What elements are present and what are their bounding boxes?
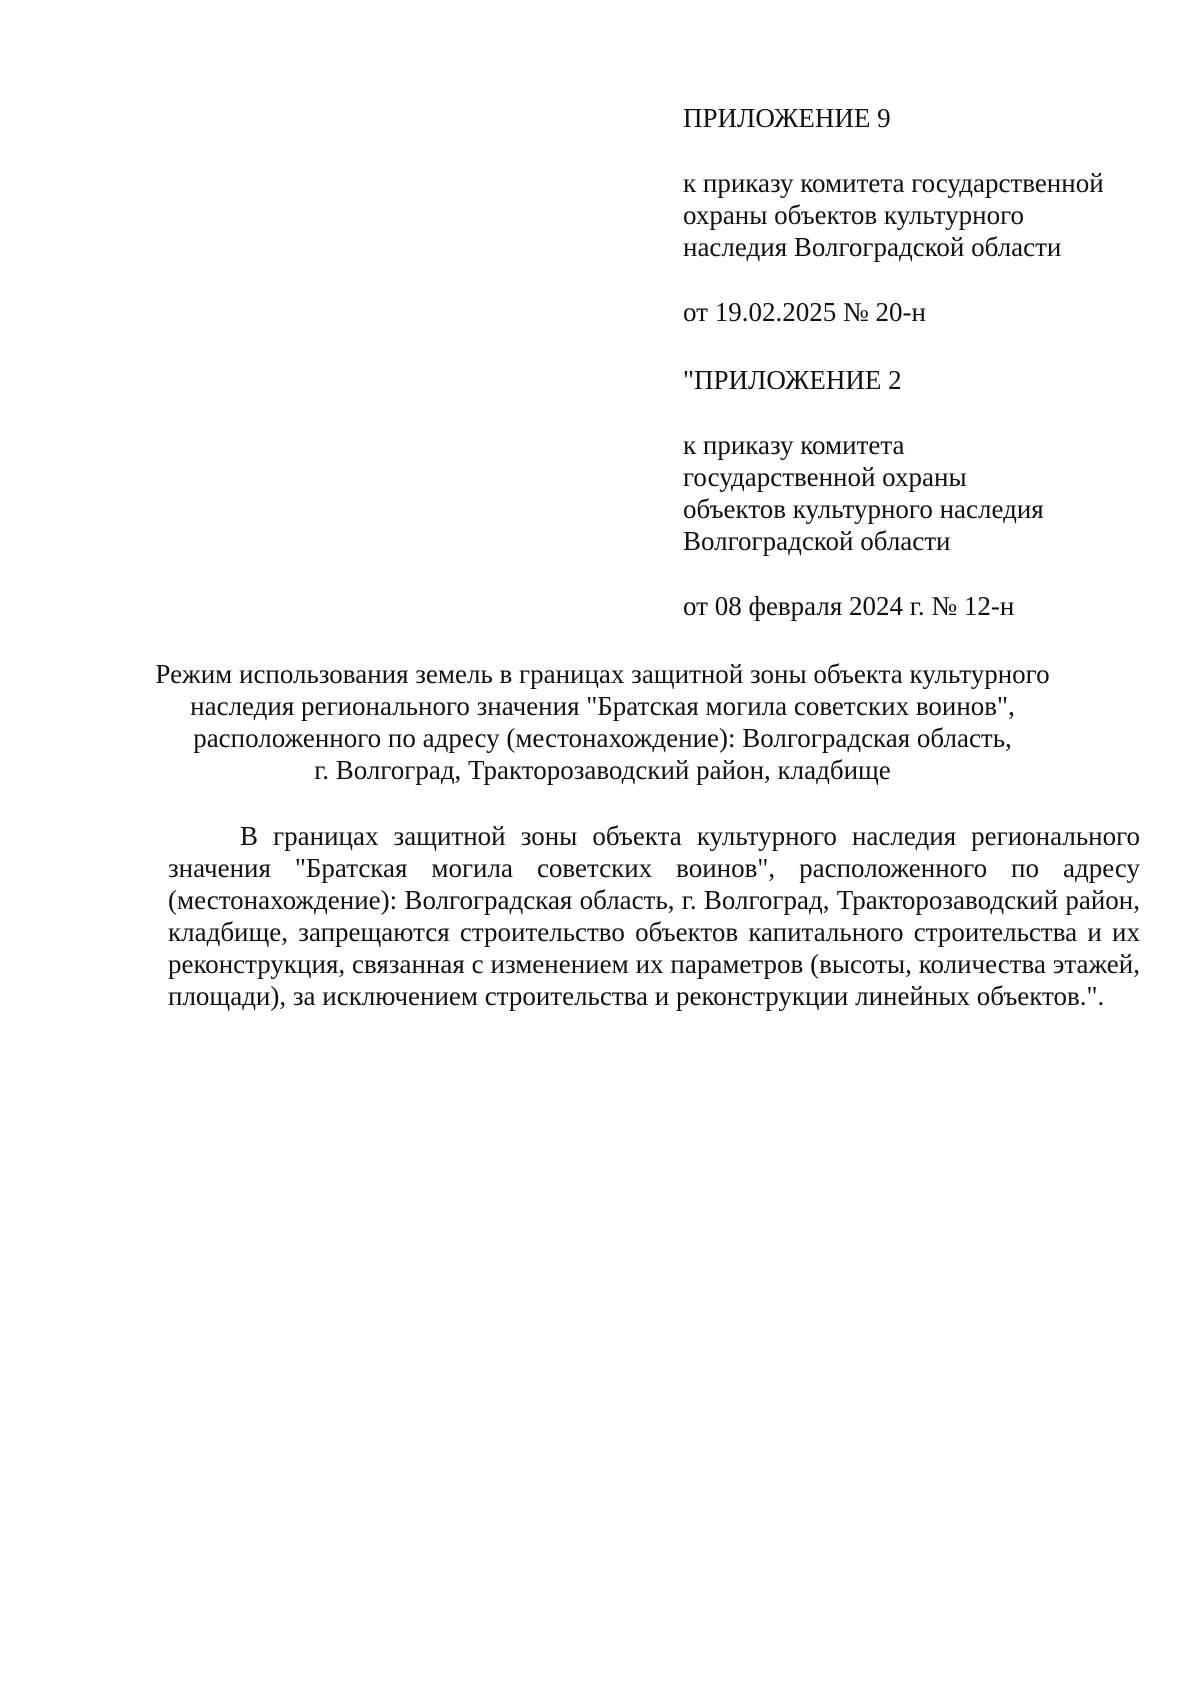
order-reference-2-line: объектов культурного наследия (683, 494, 1044, 524)
order-reference-2-line: государственной охраны (683, 462, 967, 492)
order-reference-1-line: наследия Волгоградской области (683, 232, 1062, 262)
order-reference-1-line: к приказу комитета государственной (683, 168, 1104, 198)
appendix-2-label: "ПРИЛОЖЕНИЕ 2 (683, 365, 902, 395)
appendix-9-heading (683, 102, 1163, 134)
appendix-9-label: ПРИЛОЖЕНИЕ 9 (683, 103, 891, 133)
order-reference-2 (683, 429, 1163, 557)
appendix-2-heading (683, 364, 1163, 396)
document-title (140, 658, 1065, 786)
order-date-1-text: от 19.02.2025 № 20-н (683, 297, 926, 327)
body-paragraph: В границах защитной зоны объекта культурного наследия регионального значения "Братская могила советских воинов", расположенного по адресу (местонахождение): Волгоградская область, г. Волгоград, Тракторозаводский район, кладбище, запрещаются строительство объектов капитального строительства и их реконструкция, связанная с изменением их параметров (высоты, количества этажей, площади), за исключением строительства и реконструкции линейных объектов.". (168, 821, 1140, 1011)
document-title-line: наследия регионального значения "Братская могила советских воинов", (190, 691, 1015, 721)
order-reference-1 (683, 167, 1163, 263)
document-title-line: Режим использования земель в границах защитной зоны объекта культурного (155, 659, 1050, 689)
order-reference-2-line: Волгоградской области (683, 526, 951, 556)
order-date-1 (683, 296, 1163, 328)
document-title-line: расположенного по адресу (местонахождение): Волгоградская область, (193, 723, 1012, 753)
order-date-2 (683, 590, 1163, 622)
order-date-2-text: от 08 февраля 2024 г. № 12-н (683, 591, 1015, 621)
document-title-line: г. Волгоград, Тракторозаводский район, кладбище (314, 755, 891, 785)
order-reference-1-line: охраны объектов культурного (683, 200, 1024, 230)
order-reference-2-line: к приказу комитета (683, 430, 905, 460)
